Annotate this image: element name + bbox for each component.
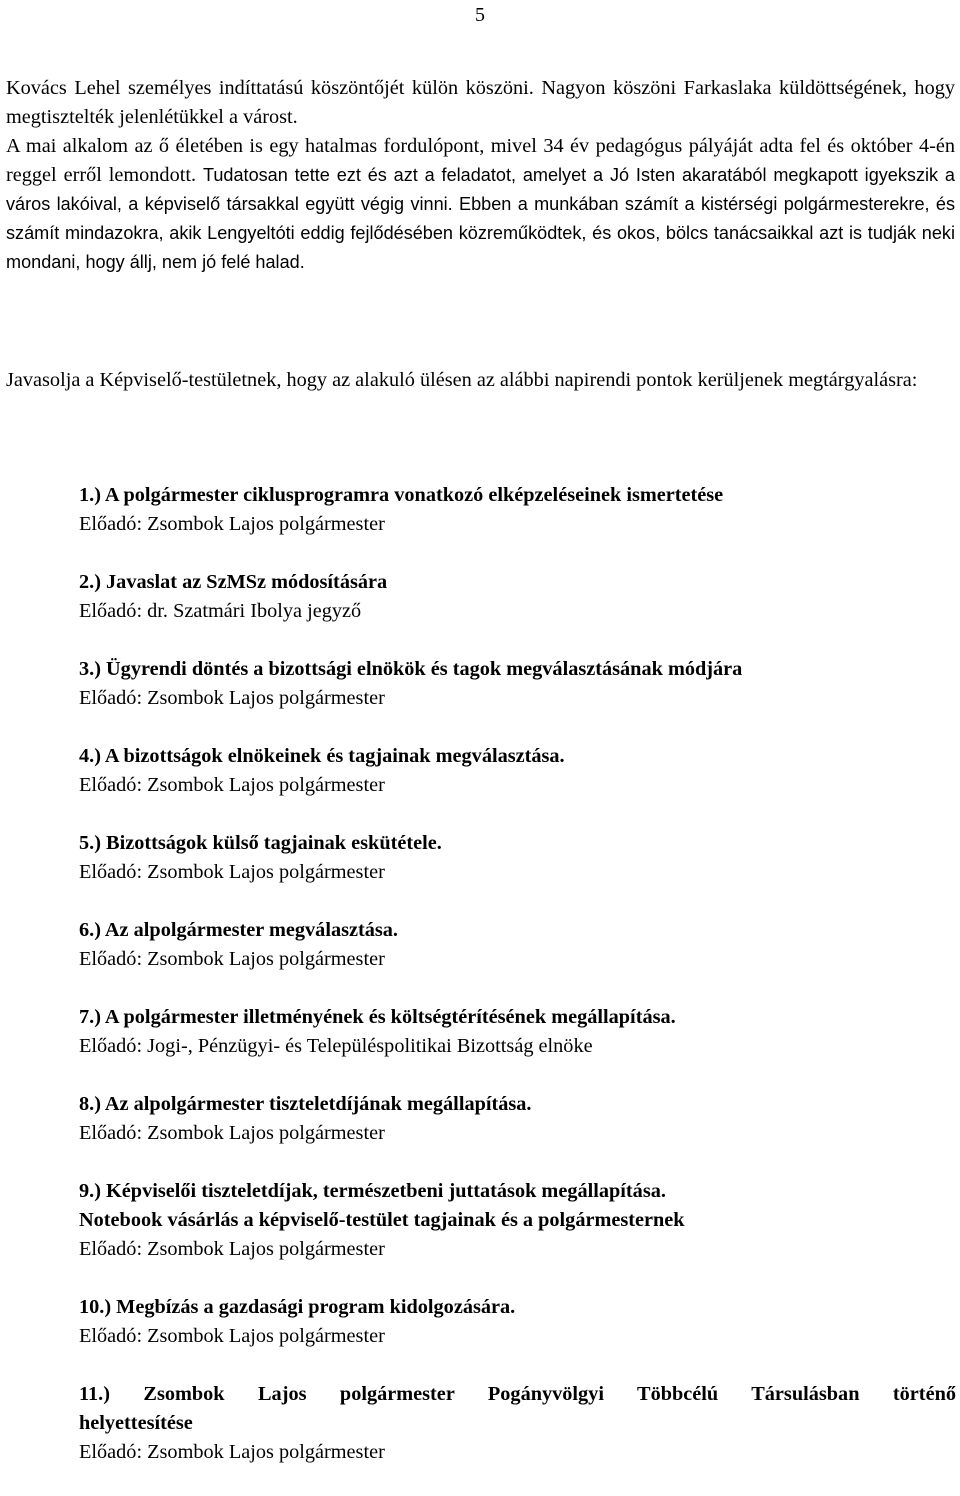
agenda-item-presenter: Előadó: Jogi-, Pénzügyi- és Településpolitikai Bizottság elnöke: [79, 1035, 593, 1057]
proposal-text: Javasolja a Képviselő-testületnek, hogy az alakuló ülésen az alábbi napirendi pontok kerüljenek megtárgyalásra:: [6, 369, 918, 391]
agenda-item-6: [79, 916, 956, 974]
agenda-item-11: [79, 1380, 956, 1467]
agenda-item-presenter: Előadó: dr. Szatmári Ibolya jegyző: [79, 600, 362, 622]
agenda-item-8: [79, 1090, 956, 1148]
agenda-item-10: [79, 1293, 956, 1351]
agenda-item-title: 1.) A polgármester ciklusprogramra vonatkozó elképzeléseinek ismertetése: [79, 484, 724, 506]
agenda-list: [79, 481, 956, 1496]
intro-line: A mai alkalom az ő életében is egy hatalmas fordulópont, mivel 34 év pedagógus pályáját adta fel és október 4-én reggel erről lemondott.: [6, 135, 955, 186]
agenda-item-2: [79, 568, 956, 626]
agenda-item-presenter: Előadó: Zsombok Lajos polgármester: [79, 1238, 385, 1260]
agenda-item-presenter: Előadó: Zsombok Lajos polgármester: [79, 687, 385, 709]
agenda-item-presenter: Előadó: Zsombok Lajos polgármester: [79, 948, 385, 970]
intro-line: Kovács Lehel személyes indíttatású köszöntőjét külön köszöni. Nagyon köszöni Farkaslaka küldöttségének, hogy megtisztelték jelenlétükkel a várost.: [6, 77, 955, 128]
agenda-item-1: [79, 481, 956, 539]
agenda-item-title: 9.) Képviselői tiszteletdíjak, természetbeni juttatások megállapítása.: [79, 1180, 666, 1202]
agenda-item-title: 2.) Javaslat az SzMSz módosítására: [79, 571, 388, 593]
intro-line: Tudatosan tette ezt és azt a feladatot, amelyet a Jó Isten akaratából megkapott igyekszik a város lakóival, a képviselő társakkal együtt végig vinni. Ebben a munkában számít a kistérségi polgármesterekre, és számít mindazokra, akik Lengyeltóti eddig fejlődésében közreműködtek, és okos, bölcs tanácsaikkal azt is tudják neki mondani, hogy állj, nem jó felé halad.: [6, 165, 955, 272]
agenda-item-title: 3.) Ügyrendi döntés a bizottsági elnökök és tagok megválasztásának módjára: [79, 658, 743, 680]
intro-paragraph: [6, 74, 955, 277]
agenda-item-5: [79, 829, 956, 887]
agenda-item-presenter: Előadó: Zsombok Lajos polgármester: [79, 1325, 385, 1347]
agenda-item-presenter: Előadó: Zsombok Lajos polgármester: [79, 513, 385, 535]
agenda-item-title: 6.) Az alpolgármester megválasztása.: [79, 919, 398, 941]
agenda-item-presenter: Előadó: Zsombok Lajos polgármester: [79, 1122, 385, 1144]
page-number: 5: [475, 4, 485, 26]
agenda-item-title: 11.) Zsombok Lajos polgármester Pogányvölgyi Többcélú Társulásban történő: [79, 1383, 956, 1405]
agenda-item-presenter: Előadó: Zsombok Lajos polgármester: [79, 1441, 385, 1463]
agenda-item-presenter: Előadó: Zsombok Lajos polgármester: [79, 861, 385, 883]
agenda-item-9: [79, 1177, 956, 1264]
agenda-item-presenter: Előadó: Zsombok Lajos polgármester: [79, 774, 385, 796]
agenda-item-title: 8.) Az alpolgármester tiszteletdíjának megállapítása.: [79, 1093, 532, 1115]
agenda-item-4: [79, 742, 956, 800]
agenda-item-title-continuation: helyettesítése: [79, 1412, 193, 1434]
agenda-item-7: [79, 1003, 956, 1061]
agenda-item-3: [79, 655, 956, 713]
agenda-item-title: 5.) Bizottságok külső tagjainak eskütétele.: [79, 832, 442, 854]
agenda-item-title: 4.) A bizottságok elnökeinek és tagjainak megválasztása.: [79, 745, 565, 767]
agenda-item-title: 7.) A polgármester illetményének és költségtérítésének megállapítása.: [79, 1006, 676, 1028]
agenda-item-title: 10.) Megbízás a gazdasági program kidolgozására.: [79, 1296, 516, 1318]
agenda-item-subtitle: Notebook vásárlás a képviselő-testület tagjainak és a polgármesternek: [79, 1209, 685, 1231]
